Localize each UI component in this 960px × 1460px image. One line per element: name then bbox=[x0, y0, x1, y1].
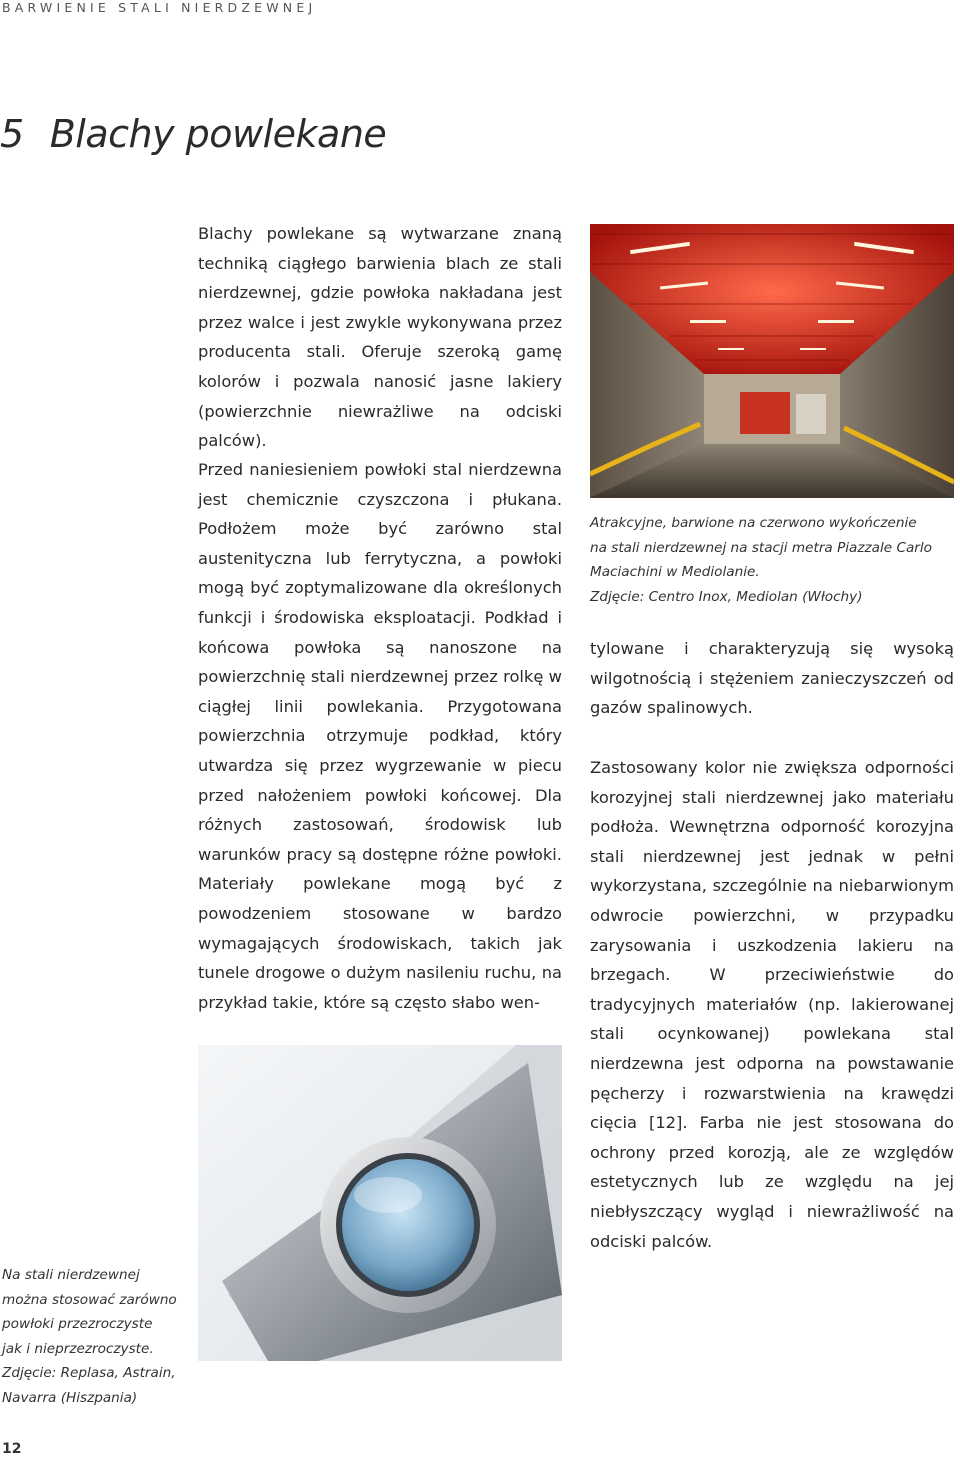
body-paragraph-2 bbox=[198, 455, 562, 1017]
caption-line: Na stali nierdzewnej bbox=[2, 1267, 140, 1283]
metro-station-illustration bbox=[590, 224, 954, 498]
caption-credit: Navarra (Hiszpania) bbox=[2, 1389, 138, 1406]
caption-line: powłoki przezroczyste bbox=[2, 1316, 153, 1332]
metro-station-photo bbox=[590, 224, 954, 498]
coated-panel-illustration bbox=[198, 1045, 562, 1361]
section-number: 5 bbox=[0, 112, 24, 156]
panel-photo-caption bbox=[2, 1263, 182, 1410]
caption-line: Atrakcyjne, barwione na czerwono wykończenie bbox=[590, 515, 917, 531]
section-title bbox=[0, 112, 386, 156]
metro-photo-caption bbox=[590, 511, 950, 609]
caption-line: na stali nierdzewnej na stacji metra Piazzale Carlo bbox=[590, 539, 932, 556]
running-header: BARWIENIE STALI NIERDZEWNEJ bbox=[2, 0, 317, 15]
paragraph-text: Blachy powlekane są wytwarzane znaną techniką ciągłego barwienia blach ze stali nierdzewnej, gdzie powłoka nakładana jest przez walce i jest zwykle wykonywana przez producenta stali. Oferuje szeroką gamę kolorów i pozwala nanosić jasne lakiery (powierzchnie niewrażliwe na odciski palców). bbox=[198, 224, 562, 451]
body-paragraph-4 bbox=[590, 753, 954, 1256]
coated-panel-photo bbox=[198, 1045, 562, 1361]
paragraph-text: tylowane i charakteryzują się wysoką wilgotnością i stężeniem zanieczyszczeń od gazów spalinowych. bbox=[590, 639, 954, 718]
caption-line: jak i nieprzezroczyste. bbox=[2, 1340, 154, 1357]
body-paragraph-3 bbox=[590, 634, 954, 723]
page-number: 12 bbox=[2, 1441, 22, 1457]
caption-credit: Zdjęcie: Replasa, Astrain, bbox=[2, 1365, 176, 1381]
paragraph-text: Zastosowany kolor nie zwiększa odporności korozyjnej stali nierdzewnej jako materiału podłoża. Wewnętrzna odporność korozyjna stali nierdzewnej jest jednak w pełni wykorzystana, szczególnie na niebarwionym odwrocie powierzchni, w przypadku zarysowania i uszkodzenia lakieru na brzegach. W przeciwieństwie do tradycyjnych materiałów (np. lakierowanej stali ocynkowanej) powlekana stal nierdzewna jest odporna na powstawanie pęcherzy i rozwarstwienia na krawędzi cięcia [12]. Farba nie jest stosowana do ochrony przed korozją, ale ze względów estetycznych lub ze względu na jej niebłyszczący wygląd i niewrażliwość na odciski palców. bbox=[590, 758, 954, 1251]
caption-credit: Zdjęcie: Centro Inox, Mediolan (Włochy) bbox=[590, 588, 863, 605]
paragraph-text: Przed naniesieniem powłoki stal nierdzewna jest chemicznie czyszczona i płukana. Podłożem może być zarówno stal austenityczna lub ferrytyczna, a powłoki mogą być zoptymalizowane dla określonych funkcji i środowiska eksploatacji. Podkład i końcowa powłoka są nanoszone na powierzchnię stali nierdzewnej przez rolkę w ciągłej linii powlekania. Przygotowana powierzchnia otrzymuje podkład, który utwardza się przez wygrzewanie w piecu przed nałożeniem powłoki końcowej. Dla różnych zastosowań, środowisk lub warunków pracy są dostępne różne powłoki. Materiały powlekane mogą być z powodzeniem stosowane w bardzo wymagających środowiskach, takich jak tunele drogowe o dużym nasileniu ruchu, na przykład takie, które są często słabo wen- bbox=[198, 460, 562, 1012]
caption-line: można stosować zarówno bbox=[2, 1291, 177, 1308]
section-title-text: Blachy powlekane bbox=[49, 112, 387, 156]
body-paragraph-1 bbox=[198, 219, 562, 456]
caption-line: Maciachini w Mediolanie. bbox=[590, 564, 760, 580]
